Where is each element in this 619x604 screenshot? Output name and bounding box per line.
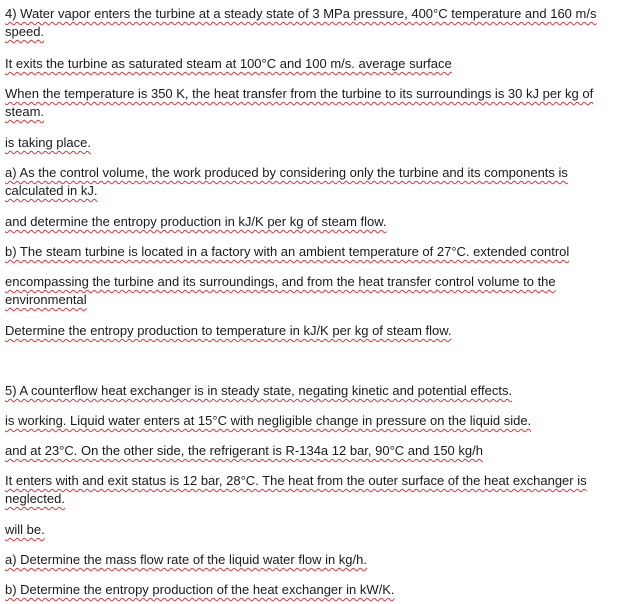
- paragraph-q4-part-a: a) As the control volume, the work produced by considering only the turbine and its components is calculated in kJ.: [5, 165, 568, 198]
- paragraph-q5-will-be: will be.: [5, 522, 45, 537]
- paragraph-q4-heat-transfer: When the temperature is 350 K, the heat transfer from the turbine to its surroundings is 30 kJ per kg of steam.: [5, 86, 594, 119]
- paragraph-q4-part-b: b) The steam turbine is located in a factory with an ambient temperature of 27°C. extended control: [5, 244, 570, 259]
- paragraph-q5-part-b: b) Determine the entropy production of the heat exchanger in kW/K.: [5, 582, 395, 597]
- paragraph-q4-exit: It exits the turbine as saturated steam at 100°C and 100 m/s. average surface: [5, 56, 452, 71]
- paragraph-q4-part-b-determine: Determine the entropy production to temperature in kJ/K per kg of steam flow.: [5, 323, 452, 338]
- paragraph-q4-intro: 4) Water vapor enters the turbine at a steady state of 3 MPa pressure, 400°C temperature and 160 m/s speed.: [5, 6, 597, 39]
- paragraph-q5-intro: 5) A counterflow heat exchanger is in steady state, negating kinetic and potential effects.: [5, 383, 513, 398]
- paragraph-q5-working: is working. Liquid water enters at 15°C with negligible change in pressure on the liquid side.: [5, 413, 532, 428]
- paragraph-q5-part-a: a) Determine the mass flow rate of the liquid water flow in kg/h.: [5, 552, 367, 567]
- paragraph-q5-other-side: and at 23°C. On the other side, the refrigerant is R-134a 12 bar, 90°C and 150 kg/h: [5, 443, 483, 458]
- paragraph-q5-exit-status: It enters with and exit status is 12 bar, 28°C. The heat from the outer surface of the heat exchanger is neglected.: [5, 473, 587, 506]
- paragraph-q4-part-b-cont: encompassing the turbine and its surroundings, and from the heat transfer control volume to the environmental: [5, 274, 556, 307]
- paragraph-q4-taking-place: is taking place.: [5, 135, 91, 150]
- paragraph-q4-part-a-cont: and determine the entropy production in kJ/K per kg of steam flow.: [5, 214, 387, 229]
